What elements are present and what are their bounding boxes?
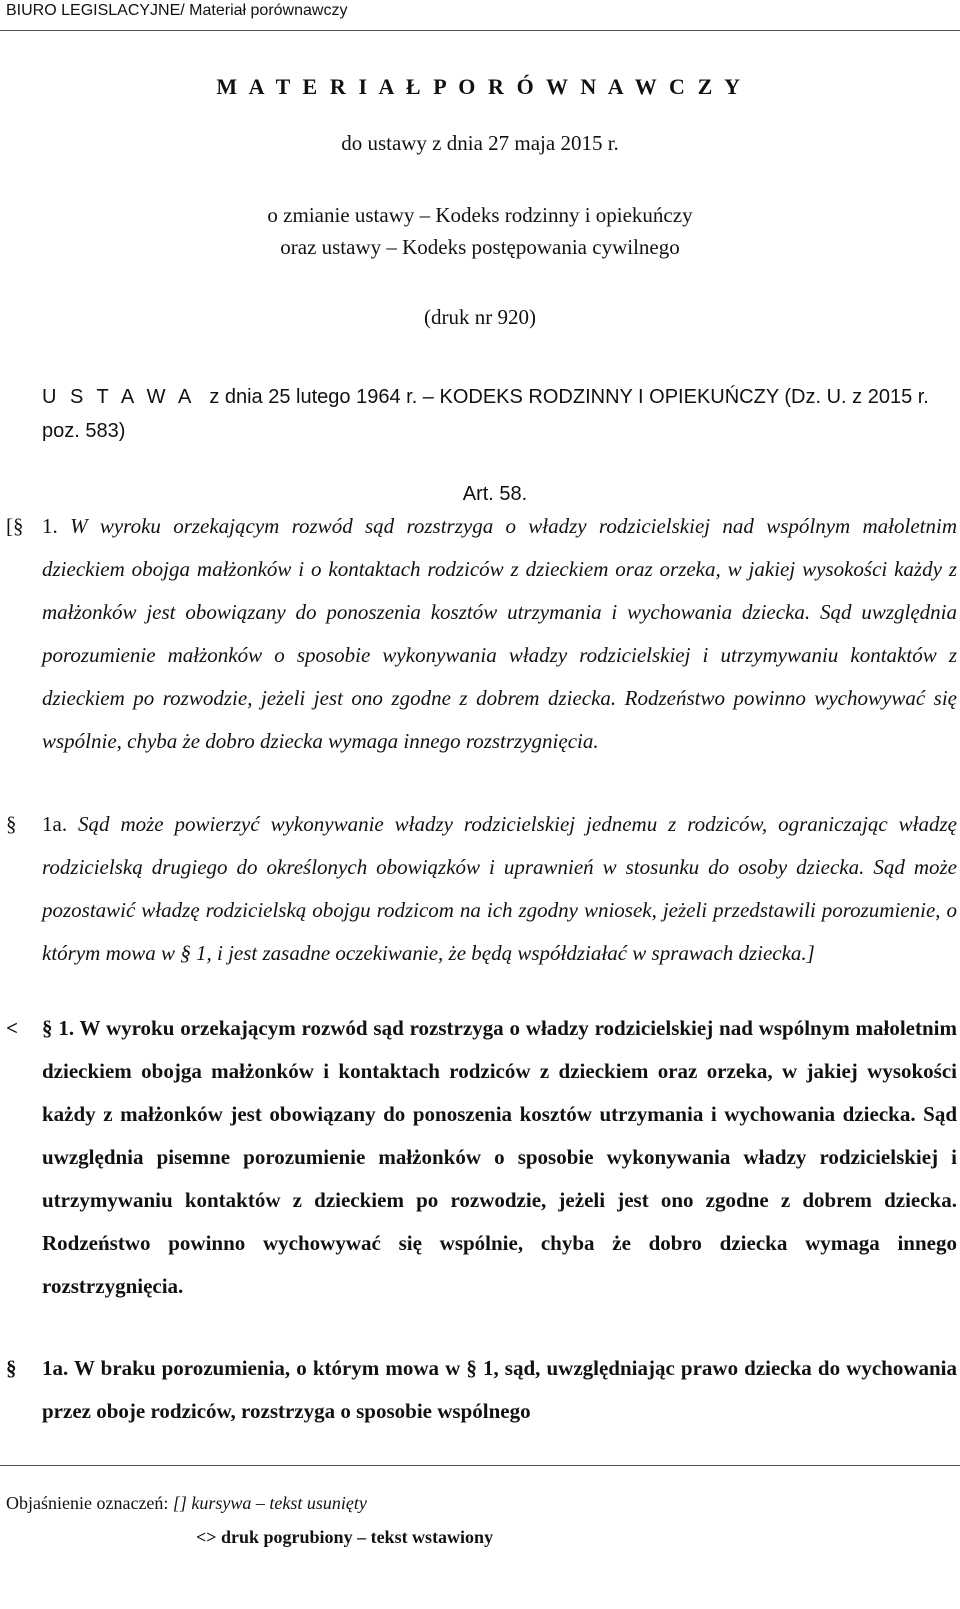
act-title: [42, 380, 960, 448]
paragraph-inserted-1: [6, 1007, 958, 1308]
subtitle-amendment-2: oraz ustawy – Kodeks postępowania cywilnego: [280, 235, 680, 259]
footer-divider: [0, 1465, 960, 1466]
paragraph-number: 1.: [42, 514, 58, 538]
paragraph-text: W wyroku orzekającym rozwód sąd rozstrzyga o władzy rodzicielskiej nad wspólnym małoletnim dzieckiem obojga małżonków i kontaktach rodziców z dzieckiem oraz orzeka, w jakiej wysokości każdy z małżonków jest obowiązany do ponoszenia kosztów utrzymania i wychowania dziecka. Sąd uwzględnia pisemne porozumienie małżonków o sposobie wykonywania władzy rodzicielskiej i utrzymywaniu kontaktów z dzieckiem po rozwodzie, jeżeli jest ono zgodne z dobrem dziecka. Rodzeństwo powinno wychowywać się wspólnie, chyba że dobro dziecka wymaga innego rozstrzygnięcia.: [42, 1016, 958, 1298]
legend: [6, 1486, 493, 1554]
paragraph-inserted-1a: [6, 1347, 957, 1433]
paragraph-marker: <: [6, 1016, 18, 1040]
legend-deleted: [] kursywa – tekst usunięty: [172, 1493, 367, 1513]
paragraph-deleted-1a: [6, 803, 957, 975]
paragraph-marker: §: [6, 812, 17, 836]
paragraph-number: 1a.: [42, 812, 68, 836]
act-prefix: U S T A W A: [42, 386, 196, 408]
document-header: BIURO LEGISLACYJNE/ Materiał porównawczy: [6, 2, 348, 19]
act-text: z dnia 25 lutego 1964 r. – KODEKS RODZINNY I OPIEKUŃCZY (Dz. U. z 2015 r. poz. 583): [42, 386, 929, 442]
paragraph-text: Sąd może powierzyć wykonywanie władzy rodzicielskiej jednemu z rodziców, ograniczając władzę rodzicielską drugiego do określonych obowiązków i uprawnień w stosunku do osoby dziecka. Sąd może pozostawić władzę rodzicielską obojgu rodzicom na ich zgodny wniosek, jeżeli przedstawili porozumienie, o którym mowa w § 1, i jest zasadne oczekiwanie, że będą współdziałać w sprawach dziecka.]: [42, 812, 957, 965]
paragraph-number: § 1.: [42, 1016, 75, 1040]
subtitle-print-number: (druk nr 920): [424, 305, 536, 329]
article-heading: Art. 58.: [462, 483, 528, 505]
legend-line-deleted: [6, 1486, 493, 1520]
paragraph-text: W wyroku orzekającym rozwód sąd rozstrzyga o władzy rodzicielskiej nad wspólnym małoletnim dzieckiem obojga małżonków i o kontaktach rodziców z dzieckiem oraz orzeka, w jakiej wysokości każdy z małżonków jest obowiązany do ponoszenia kosztów utrzymania i wychowania dziecka. Sąd uwzględnia porozumienie małżonków o sposobie wykonywania władzy rodzicielskiej i utrzymywaniu kontaktów z dzieckiem po rozwodzie, jeżeli jest ono zgodne z dobrem dziecka. Rodzeństwo powinno wychowywać się wspólnie, chyba że dobro dziecka wymaga innego rozstrzygnięcia.: [42, 514, 958, 753]
paragraph-number: 1a.: [42, 1356, 69, 1380]
subtitle-date: do ustawy z dnia 27 maja 2015 r.: [341, 131, 619, 155]
subtitle-amendment-1: o zmianie ustawy – Kodeks rodzinny i opiekuńczy: [267, 203, 693, 227]
document-title: M A T E R I A Ł P O R Ó W N A W C Z Y: [216, 74, 744, 99]
paragraph-text: W braku porozumienia, o którym mowa w § 1, sąd, uwzględniając prawo dziecka do wychowania przez oboje rodziców, rozstrzyga o sposobie wspólnego: [42, 1356, 957, 1423]
paragraph-marker: [§: [6, 514, 24, 538]
legend-label: Objaśnienie oznaczeń:: [6, 1493, 169, 1513]
paragraph-marker: §: [6, 1356, 17, 1380]
header-divider: [0, 30, 960, 31]
legend-inserted: <> druk pogrubiony – tekst wstawiony: [196, 1527, 494, 1547]
paragraph-deleted-1: [6, 505, 958, 763]
